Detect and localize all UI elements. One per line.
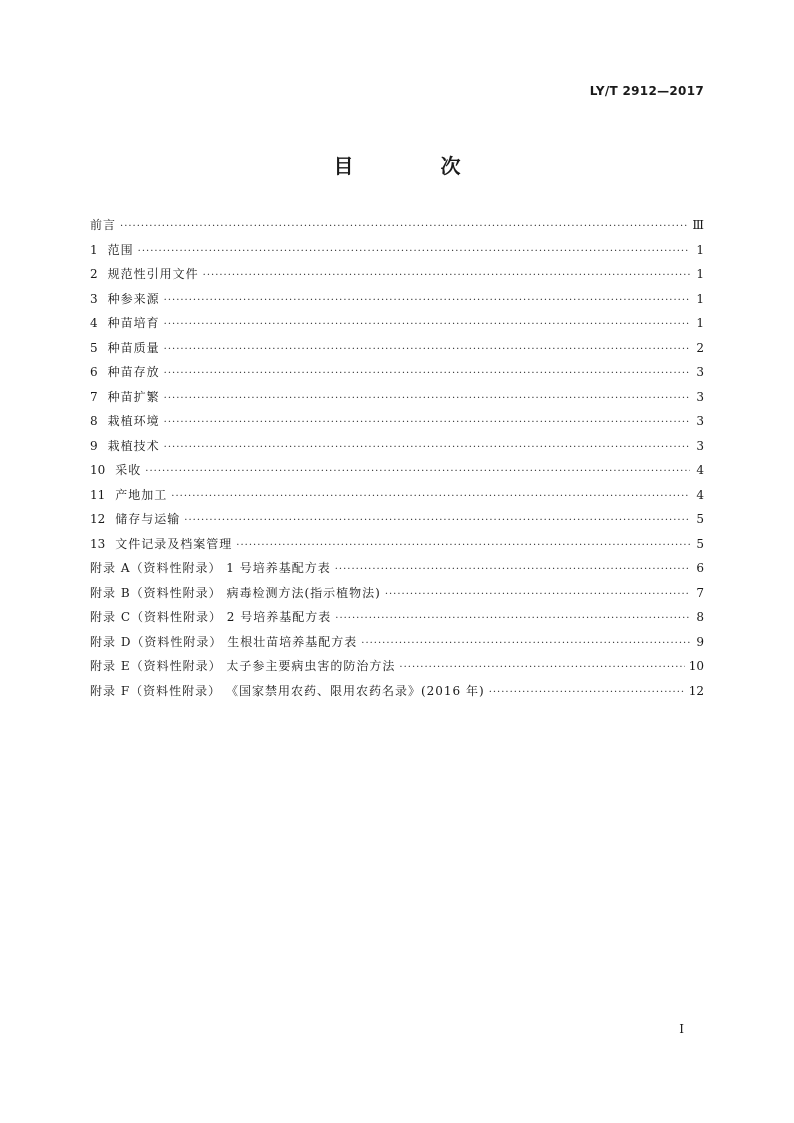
- toc-entry-label: [90, 559, 331, 576]
- toc-entry-label: [90, 241, 134, 258]
- toc-entry-number: 5: [90, 340, 98, 355]
- toc-entry-title: 附录 E（资料性附录） 太子参主要病虫害的防治方法: [90, 659, 396, 673]
- toc-entry-title: 前言: [90, 218, 117, 232]
- toc-leader-dots: [164, 368, 690, 379]
- toc-entry-appendix-e[interactable]: [90, 657, 704, 682]
- toc-entry-label: [90, 290, 160, 307]
- toc-entry-label: [90, 657, 395, 674]
- toc-entry-label: [90, 535, 232, 552]
- toc-entry-8[interactable]: [90, 412, 704, 437]
- toc-leader-dots: [236, 540, 690, 551]
- toc-entry-page: 3: [696, 389, 704, 404]
- toc-entry-1[interactable]: [90, 241, 704, 266]
- toc-entry-page: 4: [696, 487, 704, 502]
- toc-title: 目 次: [333, 154, 501, 178]
- toc-leader-dots: [164, 319, 690, 330]
- toc-entry-page: 5: [696, 536, 704, 551]
- toc-leader-dots: [335, 613, 690, 624]
- toc-entry-2[interactable]: [90, 265, 704, 290]
- toc-entry-label: [90, 633, 357, 650]
- toc-entry-number: 7: [90, 389, 98, 404]
- toc-entry-page: 1: [696, 316, 704, 330]
- toc-entry-title: 产地加工: [115, 487, 168, 502]
- toc-entry-9[interactable]: [90, 437, 704, 462]
- toc-entry-label: [90, 510, 180, 527]
- toc-entry-page: 9: [696, 634, 704, 649]
- toc-entry-page: 7: [696, 585, 704, 600]
- toc-entry-label: [90, 461, 141, 478]
- toc-entry-4[interactable]: [90, 314, 704, 339]
- toc-entry-label: [90, 584, 381, 601]
- toc-leader-dots: [171, 491, 690, 502]
- toc-entry-appendix-c[interactable]: [90, 608, 704, 633]
- toc-entry-number: 11: [90, 487, 106, 502]
- toc-entry-6[interactable]: [90, 363, 704, 388]
- toc-leader-dots: [164, 417, 690, 428]
- toc-entry-title: 附录 B（资料性附录） 病毒检测方法(指示植物法): [90, 585, 381, 600]
- toc-entry-12[interactable]: [90, 510, 704, 535]
- toc-entry-number: 8: [90, 414, 98, 428]
- toc-entry-title: 附录 D（资料性附录） 生根壮苗培养基配方表: [90, 634, 358, 649]
- toc-entry-page: 1: [696, 267, 704, 281]
- toc-entry-label: [90, 437, 160, 454]
- toc-entry-title: 种苗质量: [107, 340, 160, 355]
- toc-entry-5[interactable]: [90, 339, 704, 364]
- toc-entry-title: 种苗存放: [107, 365, 160, 379]
- toc-leader-dots: [164, 295, 690, 306]
- toc-entry-title: 附录 F（资料性附录） 《国家禁用农药、限用农药名录》(2016 年): [90, 683, 485, 698]
- toc-leader-dots: [335, 564, 690, 575]
- toc-entry-title: 文件记录及档案管理: [115, 536, 233, 551]
- toc-entry-number: 12: [90, 512, 106, 526]
- toc-entry-number: 6: [90, 365, 98, 379]
- toc-entry-page: 3: [696, 365, 704, 379]
- toc-leader-dots: [120, 221, 688, 232]
- toc-entry-title: 范围: [107, 242, 134, 257]
- toc-leader-dots: [399, 662, 684, 673]
- toc-entry-title: 规范性引用文件: [107, 267, 199, 281]
- page-number: I: [679, 1022, 684, 1036]
- toc-leader-dots: [489, 687, 685, 698]
- toc-entry-3[interactable]: [90, 290, 704, 315]
- toc-entry-page: 1: [696, 291, 704, 306]
- toc-entry-page: Ⅲ: [692, 218, 704, 232]
- toc-entry-label: [90, 412, 160, 429]
- toc-leader-dots: [184, 515, 690, 526]
- toc-entry-page: 4: [696, 463, 704, 477]
- toc-entry-page: 3: [696, 414, 704, 428]
- toc-entry-appendix-a[interactable]: [90, 559, 704, 584]
- toc-entry-appendix-f[interactable]: [90, 682, 704, 707]
- toc-entry-title: 种苗培育: [107, 316, 160, 330]
- toc-leader-dots: [164, 393, 690, 404]
- toc-entry-page: 8: [696, 610, 704, 624]
- toc-entry-7[interactable]: [90, 388, 704, 413]
- toc-entry-appendix-d[interactable]: [90, 633, 704, 658]
- toc-entry-label: [90, 314, 160, 331]
- toc-leader-dots: [361, 638, 690, 649]
- toc-entry-page: 12: [688, 683, 704, 698]
- toc-entry-label: [90, 682, 485, 699]
- toc-entry-title: 栽植环境: [107, 414, 160, 428]
- toc-leader-dots: [145, 466, 690, 477]
- toc-entry-page: 10: [688, 659, 704, 673]
- toc-leader-dots: [138, 246, 690, 257]
- toc-leader-dots: [203, 270, 690, 281]
- toc-entry-number: 2: [90, 267, 98, 281]
- toc-entry-label: [90, 388, 160, 405]
- toc-entry-number: 3: [90, 291, 98, 306]
- toc-entry-page: 3: [696, 438, 704, 453]
- toc-entry-title: 附录 A（资料性附录） 1 号培养基配方表: [90, 561, 331, 575]
- toc-entry-appendix-b[interactable]: [90, 584, 704, 609]
- toc-entry-label: [90, 608, 331, 625]
- toc-entry-13[interactable]: [90, 535, 704, 560]
- toc-entry-number: 1: [90, 242, 98, 257]
- toc-entry-title: 栽植技术: [107, 438, 160, 453]
- toc-entry-page: 2: [696, 340, 704, 355]
- toc-entry-number: 10: [90, 463, 106, 477]
- toc-entry-foreword[interactable]: [90, 216, 704, 241]
- toc-entry-title: 种苗扩繁: [107, 389, 160, 404]
- toc-entry-number: 9: [90, 438, 98, 453]
- toc-entry-title: 采收: [115, 463, 142, 477]
- toc-entry-label: [90, 363, 160, 380]
- toc-list: [90, 216, 704, 706]
- toc-entry-page: 5: [696, 512, 704, 526]
- toc-entry-title: 种参来源: [107, 291, 160, 306]
- toc-entry-label: [90, 216, 116, 233]
- toc-entry-label: [90, 265, 199, 282]
- toc-entry-number: 4: [90, 316, 98, 330]
- toc-entry-title: 附录 C（资料性附录） 2 号培养基配方表: [90, 610, 332, 624]
- toc-entry-number: 13: [90, 536, 106, 551]
- standard-code: LY/T 2912—2017: [589, 84, 704, 98]
- toc-leader-dots: [164, 344, 690, 355]
- toc-entry-10[interactable]: [90, 461, 704, 486]
- toc-entry-page: 1: [696, 242, 704, 257]
- toc-entry-title: 储存与运输: [115, 512, 181, 526]
- toc-entry-label: [90, 486, 167, 503]
- toc-leader-dots: [164, 442, 690, 453]
- toc-leader-dots: [385, 589, 690, 600]
- toc-entry-11[interactable]: [90, 486, 704, 511]
- toc-entry-page: 6: [696, 561, 704, 575]
- toc-entry-label: [90, 339, 160, 356]
